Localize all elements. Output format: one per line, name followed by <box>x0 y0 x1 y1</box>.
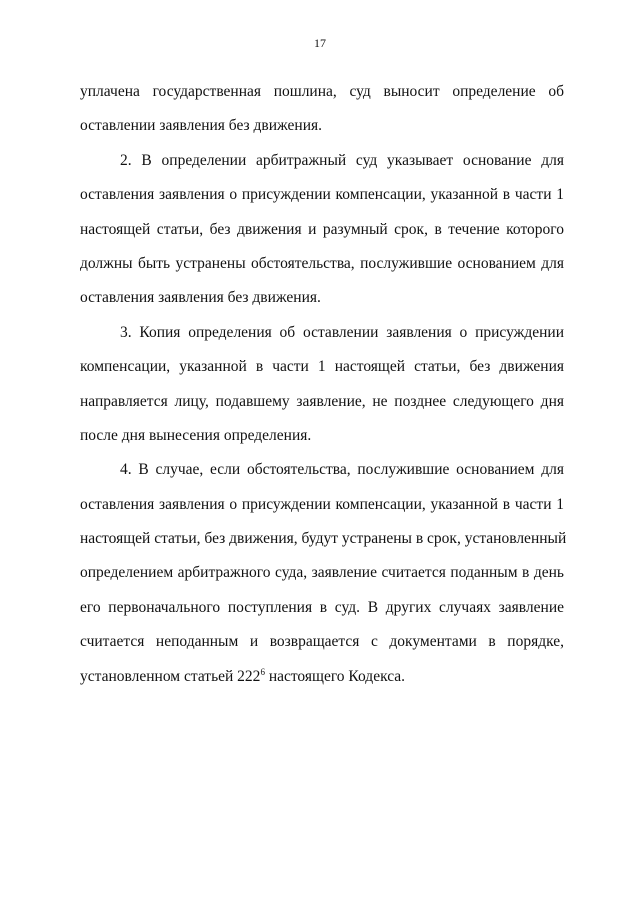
text-line: уплачена государственная пошлина, суд выносит определение об <box>80 83 564 100</box>
text-line: после дня вынесения определения. <box>80 426 312 444</box>
page-number: 17 <box>314 36 326 50</box>
text-line: настоящей статьи, без движения и разумный срок, в течение которого <box>80 220 564 238</box>
text-line-last <box>80 660 564 694</box>
text-line: 4. В случае, если обстоятельства, послужившие основанием для <box>120 461 564 479</box>
text-line: направляется лицу, подавшему заявление, не позднее следующего дня <box>80 392 564 410</box>
text-fragment: настоящего Кодекса. <box>264 667 406 685</box>
text-fragment: установленном статьей 222 <box>80 667 261 685</box>
document-body <box>80 75 567 694</box>
paragraph-continuation <box>80 75 564 144</box>
footnote-superscript: 6 <box>260 666 265 677</box>
text-line: его первоначального поступления в суд. В других случаях заявление <box>80 598 564 616</box>
text-line: считается неподанным и возвращается с документами в порядке, <box>80 633 564 651</box>
text-line: определением арбитражного суда, заявление считается поданным в день <box>80 564 564 582</box>
paragraph-item-4 <box>80 453 567 694</box>
paragraph-item-2 <box>80 144 564 316</box>
text-line: 2. В определении арбитражный суд указывает основание для <box>120 151 564 169</box>
text-line: оставления заявления о присуждении компенсации, указанной в части 1 <box>80 495 564 513</box>
text-line: 3. Копия определения об оставлении заявления о присуждении <box>120 323 564 341</box>
text-line: оставления заявления о присуждении компенсации, указанной в части 1 <box>80 186 564 204</box>
paragraph-item-3 <box>80 316 564 454</box>
text-line: настоящей статьи, без движения, будут устранены в срок, установленный <box>80 530 567 548</box>
text-line: должны быть устранены обстоятельства, послужившие основанием для <box>80 254 564 272</box>
text-line: оставления заявления без движения. <box>80 289 321 307</box>
text-line: оставлении заявления без движения. <box>80 117 323 135</box>
text-line: компенсации, указанной в части 1 настоящей статьи, без движения <box>80 358 564 376</box>
